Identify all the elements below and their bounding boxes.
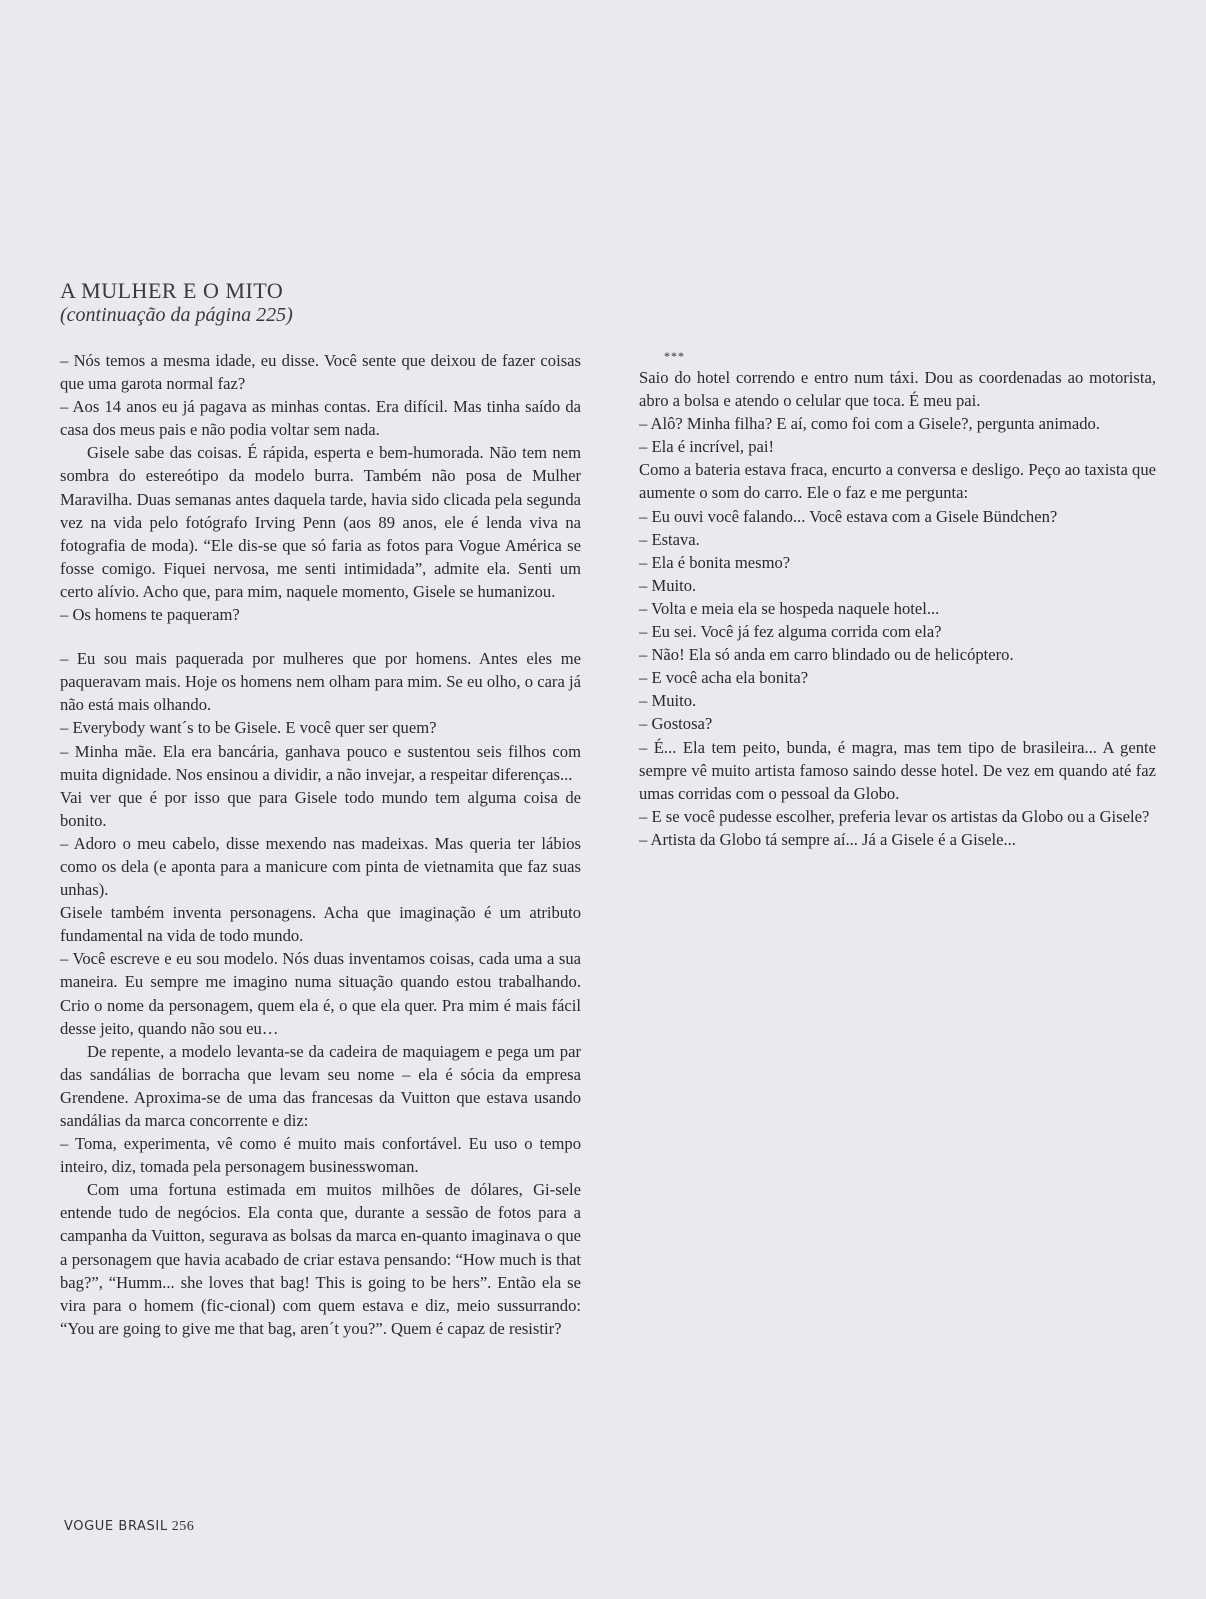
paragraph: – Aos 14 anos eu já pagava as minhas contas. Era difícil. Mas tinha saído da casa dos meus pais e não podia voltar sem nada. <box>60 397 581 440</box>
left-column <box>60 349 581 1340</box>
paragraph: – Minha mãe. Ela era bancária, ganhava pouco e sustentou seis filhos com muita dignidade. Nos ensinou a dividir, a não invejar, a respeitar diferenças... <box>60 741 581 784</box>
paragraph: – Os homens te paqueram? <box>60 605 240 625</box>
paragraph: – Você escreve e eu sou modelo. Nós duas inventamos coisas, cada uma a sua maneira. Eu sempre me imagino numa situação quando estou trabalhando. Crio o nome da personagem, quem ela é, o que ela quer. Pra mim é mais fácil desse jeito, quando não sou eu… <box>60 949 581 1038</box>
page-footer <box>64 1519 194 1535</box>
paragraph: – Alô? Minha filha? E aí, como foi com a Gisele?, pergunta animado. <box>639 414 1100 434</box>
paragraph: – Eu sou mais paquerada por mulheres que por homens. Antes eles me paqueravam mais. Hoje os homens nem olham para mim. Se eu olho, o cara já não está mais olhando. <box>60 649 581 715</box>
paragraph: De repente, a modelo levanta-se da cadeira de maquiagem e pega um par das sandálias de borracha que levam seu nome – ela é sócia da empresa Grendene. Aproxima-se de uma das francesas da Vuitton que estava usando sandálias da marca concorrente e diz: <box>60 1041 581 1130</box>
paragraph: – Eu sei. Você já fez alguma corrida com ela? <box>639 622 942 642</box>
paragraph: – Volta e meia ela se hospeda naquele hotel... <box>639 598 940 618</box>
paragraph-gap <box>60 626 581 647</box>
paragraph: Saio do hotel correndo e entro num táxi. Dou as coordenadas ao motorista, abro a bolsa e atendo o celular que toca. É meu pai. <box>639 368 1156 411</box>
paragraph: Como a bateria estava fraca, encurto a conversa e desligo. Peço ao taxista que aumente o som do carro. Ele o faz e me pergunta: <box>639 460 1156 503</box>
right-column <box>639 348 1156 851</box>
paragraph: – Não! Ela só anda em carro blindado ou de helicóptero. <box>639 645 1014 665</box>
paragraph: – Eu ouvi você falando... Você estava com a Gisele Bündchen? <box>639 506 1058 526</box>
section-subtitle: (continuação da página 225) <box>60 304 293 326</box>
magazine-name: VOGUE BRASIL <box>64 1519 168 1534</box>
paragraph: Vai ver que é por isso que para Gisele todo mundo tem alguma coisa de bonito. <box>60 787 581 830</box>
paragraph: Gisele também inventa personagens. Acha que imaginação é um atributo fundamental na vida de todo mundo. <box>60 903 581 946</box>
paragraph: Gisele sabe das coisas. É rápida, esperta e bem-humorada. Não tem nem sombra do estereótipo da modelo burra. Também não posa de Mulher Maravilha. Duas semanas antes daquela tarde, havia sido clicada pela segunda vez na vida pelo fotógrafo Irving Penn (aos 89 anos, ele é lenda viva na fotografia de moda). “Ele dis-se que só faria as fotos para Vogue América se fosse comigo. Fiquei nervosa, me senti intimidada”, admite ela. Senti um certo alívio. Acho que, para mim, naquele momento, Gisele se humanizou. <box>60 443 581 601</box>
paragraph: – E você acha ela bonita? <box>639 668 809 688</box>
section-title: A MULHER E O MITO <box>60 278 284 303</box>
paragraph: – É... Ela tem peito, bunda, é magra, mas tem tipo de brasileira... A gente sempre vê muito artista famoso saindo desse hotel. De vez em quando até faz umas corridas com o pessoal da Globo. <box>639 737 1156 803</box>
paragraph: – Everybody want´s to be Gisele. E você quer ser quem? <box>60 718 437 738</box>
paragraph: – Muito. <box>639 575 697 595</box>
paragraph: – Ela é bonita mesmo? <box>639 552 791 572</box>
paragraph: – Muito. <box>639 691 697 711</box>
paragraph: – Estava. <box>639 529 700 549</box>
paragraph: – Gostosa? <box>639 714 713 734</box>
paragraph: – Nós temos a mesma idade, eu disse. Você sente que deixou de fazer coisas que uma garota normal faz? <box>60 351 581 394</box>
page-number: 256 <box>171 1519 195 1534</box>
article-header <box>60 278 600 328</box>
section-separator: *** <box>664 349 685 363</box>
paragraph: – Toma, experimenta, vê como é muito mais confortável. Eu uso o tempo inteiro, diz, tomada pela personagem businesswoman. <box>60 1134 581 1177</box>
paragraph: Com uma fortuna estimada em muitos milhões de dólares, Gi-sele entende tudo de negócios. Ela conta que, durante a sessão de fotos para a campanha da Vuitton, segurava as bolsas da marca en-quanto imaginava o que a personagem que havia acabado de criar estava pensando: “How much is that bag?”, “Humm... she loves that bag! This is going to be hers”. Então ela se vira para o homem (fic-cional) com quem estava e diz, meio sussurrando: “You are going to give me that bag, aren´t you?”. Quem é capaz de resistir? <box>60 1180 581 1338</box>
paragraph: – Ela é incrível, pai! <box>639 437 774 457</box>
paragraph: – E se você pudesse escolher, preferia levar os artistas da Globo ou a Gisele? <box>639 806 1150 826</box>
paragraph: – Adoro o meu cabelo, disse mexendo nas madeixas. Mas queria ter lábios como os dela (e aponta para a manicure com pinta de vietnamita que faz suas unhas). <box>60 833 581 900</box>
paragraph: – Artista da Globo tá sempre aí... Já a Gisele é a Gisele... <box>639 829 1016 849</box>
